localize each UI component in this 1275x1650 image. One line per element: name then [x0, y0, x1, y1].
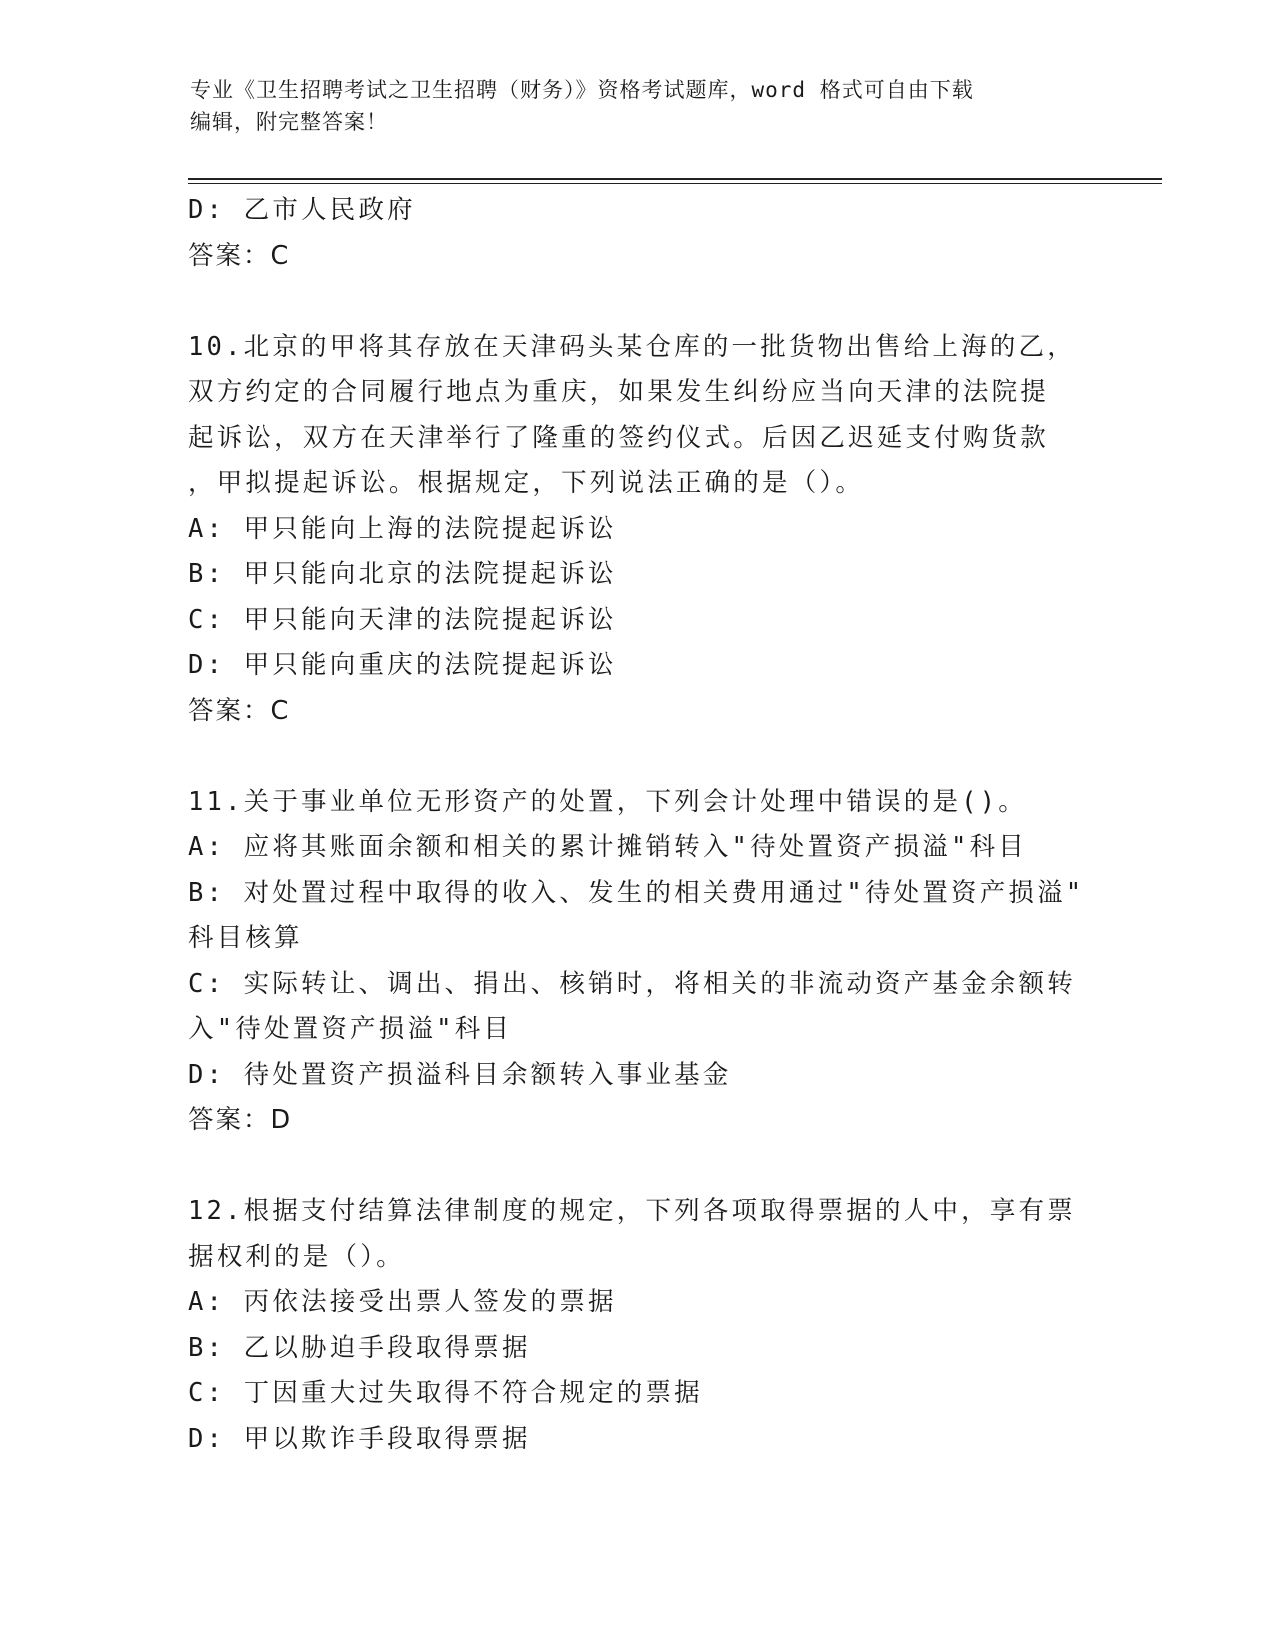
page-header	[190, 74, 1090, 138]
question-12-option-a: A: 丙依法接受出票人签发的票据	[188, 1287, 617, 1317]
question-10-stem-line: 10.北京的甲将其存放在天津码头某仓库的一批货物出售给上海的乙，	[188, 331, 1076, 362]
question-11-option-b-cont: 科目核算	[188, 923, 303, 953]
question-12-option-c: C: 丁因重大过失取得不符合规定的票据	[188, 1378, 703, 1408]
question-11-option-d: D: 待处置资产损溢科目余额转入事业基金	[188, 1059, 732, 1090]
prev-option-d: D: 乙市人民政府	[188, 195, 416, 225]
question-12-option-b: B: 乙以胁迫手段取得票据	[188, 1332, 531, 1363]
spacer	[188, 1144, 1088, 1190]
prev-answer: 答案：C	[188, 240, 291, 271]
question-11-option-b: B: 对处置过程中取得的收入、发生的相关费用通过"待处置资产损溢"	[188, 877, 1085, 908]
question-11-stem: 11.关于事业单位无形资产的处置，下列会计处理中错误的是()。	[188, 786, 1027, 817]
question-12	[188, 1189, 1088, 1462]
question-11	[188, 780, 1088, 1144]
spacer	[188, 279, 1088, 325]
question-10	[188, 325, 1088, 735]
header-divider-thin	[188, 183, 1162, 184]
question-10-option-a: A: 甲只能向上海的法院提起诉讼	[188, 513, 617, 544]
question-10-stem-line: 起诉讼，双方在天津举行了隆重的签约仪式。后因乙迟延支付购货款	[188, 422, 1050, 453]
header-line-2: 编辑，附完整答案！	[190, 110, 388, 134]
question-10-option-c: C: 甲只能向天津的法院提起诉讼	[188, 604, 617, 635]
question-12-stem-line: 12.根据支付结算法律制度的规定，下列各项取得票据的人中，享有票	[188, 1196, 1076, 1226]
question-12-option-d: D: 甲以欺诈手段取得票据	[188, 1423, 531, 1454]
question-content	[188, 188, 1088, 1462]
question-11-option-a: A: 应将其账面余额和相关的累计摊销转入"待处置资产损溢"科目	[188, 832, 1027, 862]
header-divider-thick	[188, 178, 1162, 180]
spacer	[188, 734, 1088, 780]
question-10-stem-line: 双方约定的合同履行地点为重庆，如果发生纠纷应当向天津的法院提	[188, 377, 1050, 407]
question-10-answer: 答案：C	[188, 695, 291, 726]
question-11-option-c-cont: 入"待处置资产损溢"科目	[188, 1014, 513, 1044]
question-11-option-c: C: 实际转让、调出、捐出、核销时，将相关的非流动资产基金余额转	[188, 968, 1076, 999]
header-line-1: 专业《卫生招聘考试之卫生招聘（财务）》资格考试题库，word 格式可自由下载	[190, 78, 974, 102]
question-12-stem-line: 据权利的是（）。	[188, 1241, 405, 1272]
question-10-option-d: D: 甲只能向重庆的法院提起诉讼	[188, 650, 617, 680]
question-10-stem-line: ，甲拟提起诉讼。根据规定，下列说法正确的是（）。	[188, 468, 865, 498]
question-10-option-b: B: 甲只能向北京的法院提起诉讼	[188, 559, 617, 589]
question-11-answer: 答案：D	[188, 1105, 293, 1135]
